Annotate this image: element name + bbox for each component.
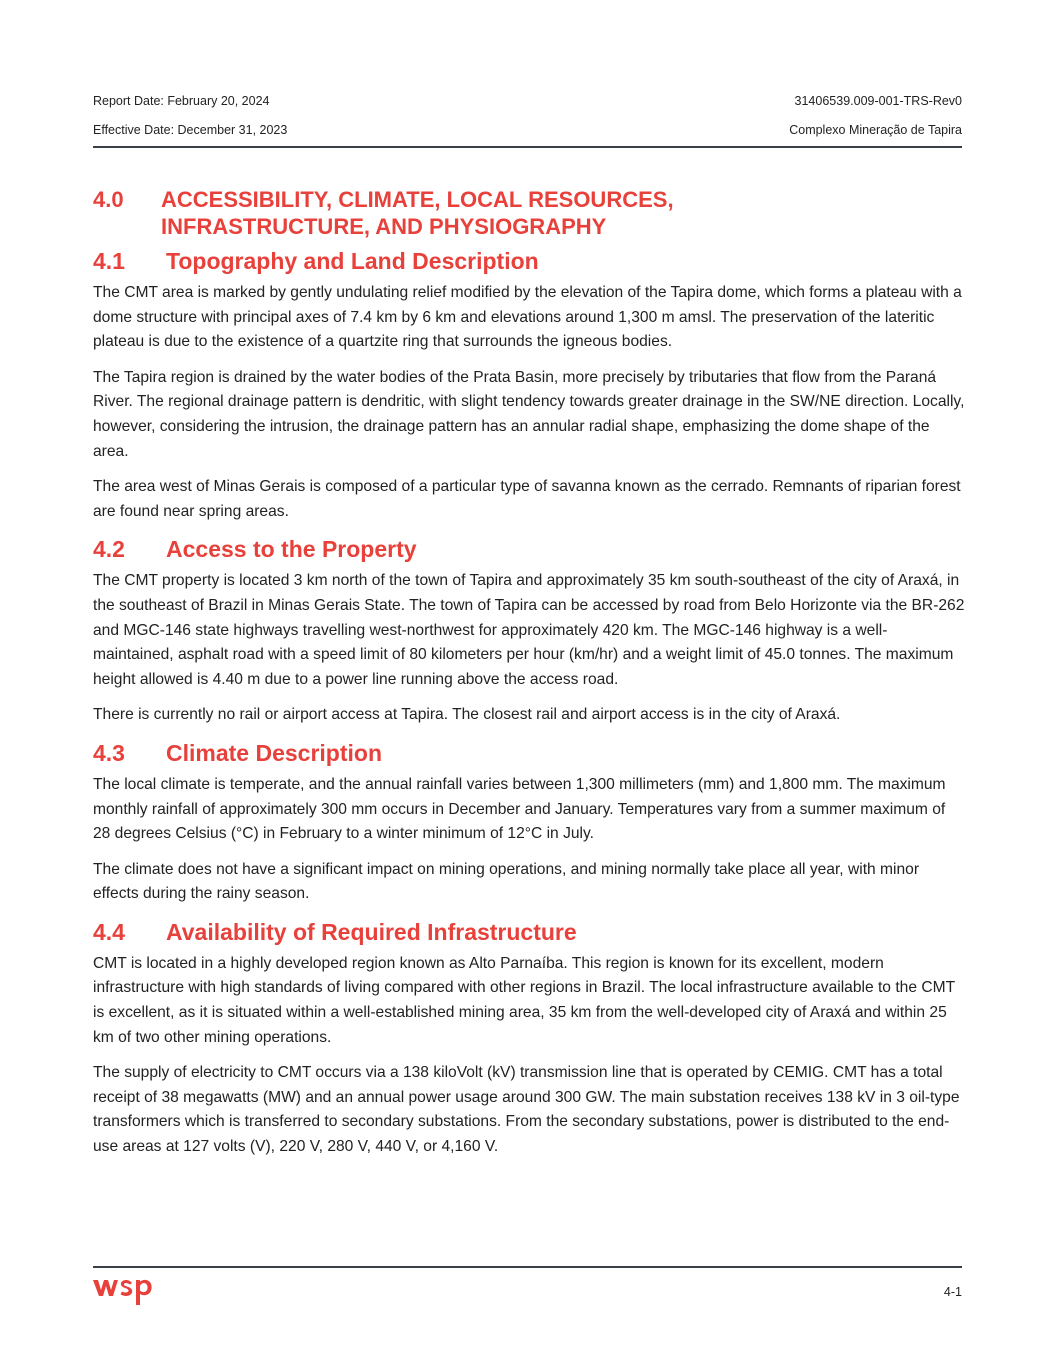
paragraph: The area west of Minas Gerais is composed of a particular type of savanna known as the cerrado. Remnants of riparian forest are found near spring areas.: [93, 478, 961, 520]
effective-date: Effective Date: December 31, 2023: [93, 123, 288, 137]
paragraph: CMT is located in a highly developed region known as Alto Parnaíba. This region is known for its excellent, modern infrastructure with high standards of living compared with other regions in Brazil. The local infrastructure available to the CMT is excellent, as it is situated within a well-established mining area, 35 km from the well-developed city of Araxá and within 25 km of two other mining operations.: [93, 954, 955, 1046]
paragraph: There is currently no rail or airport access at Tapira. The closest rail and airport access is in the city of Araxá.: [93, 706, 841, 724]
header-row-1: [93, 93, 962, 109]
subsection-heading-4-2: [93, 535, 965, 563]
page-header: [93, 93, 962, 138]
section-heading: [93, 186, 965, 240]
paragraph: The climate does not have a significant impact on mining operations, and mining normally take place all year, with minor effects during the rainy season.: [93, 860, 920, 903]
subsection-number: 4.4: [93, 918, 125, 945]
section-title: [161, 186, 674, 240]
header-row-2: [93, 122, 962, 138]
report-id: 31406539.009-001-TRS-Rev0: [794, 94, 962, 108]
page-number: 4-1: [943, 1285, 962, 1299]
subsection-number: 4.3: [93, 739, 125, 766]
subsection-title: Access to the Property: [166, 536, 417, 563]
report-date: Report Date: February 20, 2024: [93, 94, 270, 108]
footer-divider: [93, 1266, 962, 1268]
wsp-logo: [92, 1274, 158, 1315]
subsection-heading-4-3: [93, 739, 965, 767]
section-title-line1: ACCESSIBILITY, CLIMATE, LOCAL RESOURCES,: [161, 187, 674, 212]
header-divider: [93, 146, 962, 148]
project-name: Complexo Mineração de Tapira: [789, 123, 962, 137]
section-title-line2: INFRASTRUCTURE, AND PHYSIOGRAPHY: [161, 214, 607, 239]
section-number: 4.0: [93, 187, 124, 212]
paragraph: The Tapira region is drained by the water bodies of the Prata Basin, more precisely by tributaries that flow from the Paraná River. The regional drainage pattern is dendritic, with slight tendency towards greater drainage in the SW/NE direction. Locally, however, considering the intrusion, the drainage pattern has an annular radial shape, emphasizing the dome shape of the area.: [93, 368, 965, 460]
paragraph: The local climate is temperate, and the annual rainfall varies between 1,300 millimeters (mm) and 1,800 mm. The maximum monthly rainfall of approximately 300 mm occurs in December and January. Temperatures vary from a summer maximum of 28 degrees Celsius (°C) in February to a winter minimum of 12°C in July.: [93, 775, 946, 843]
paragraph: The CMT property is located 3 km north of the town of Tapira and approximately 35 km south-southeast of the city of Araxá, in the southeast of Brazil in Minas Gerais State. The town of Tapira can be accessed by road from Belo Horizonte via the BR-262 and MGC-146 state highways travelling west-northwest for approximately 420 km. The MGC-146 highway is a well-maintained, asphalt road with a speed limit of 80 kilometers per hour (km/hr) and a weight limit of 45.0 tonnes. The maximum height allowed is 4.40 m due to a power line running above the access road.: [93, 572, 965, 688]
subsection-title: Availability of Required Infrastructure: [166, 918, 577, 945]
subsection-number: 4.1: [93, 248, 125, 274]
subsection-title: Topography and Land Description: [166, 248, 539, 274]
subsection-title: Climate Description: [166, 739, 382, 766]
paragraph: The supply of electricity to CMT occurs via a 138 kiloVolt (kV) transmission line that is operated by CEMIG. CMT has a total receipt of 38 megawatts (MW) and an annual power usage around 300 GW. The main substation receives 138 kV in 3 oil-type transformers which is transferred to secondary substations. From the secondary substations, power is distributed to the end-use areas at 127 volts (V), 220 V, 280 V, 440 V, or 4,160 V.: [93, 1064, 960, 1156]
paragraph: The CMT area is marked by gently undulating relief modified by the elevation of the Tapira dome, which forms a plateau with a dome structure with principal axes of 7.4 km by 6 km and elevations around 1,300 m amsl. The preservation of the lateritic plateau is due to the existence of a quartzite ring that surrounds the igneous bodies.: [93, 284, 962, 351]
document-body: [93, 186, 965, 1171]
subsection-heading-4-1: [93, 247, 965, 275]
wsp-logo-mark: [92, 1274, 158, 1310]
subsection-number: 4.2: [93, 536, 125, 563]
subsection-heading-4-4: [93, 918, 965, 946]
